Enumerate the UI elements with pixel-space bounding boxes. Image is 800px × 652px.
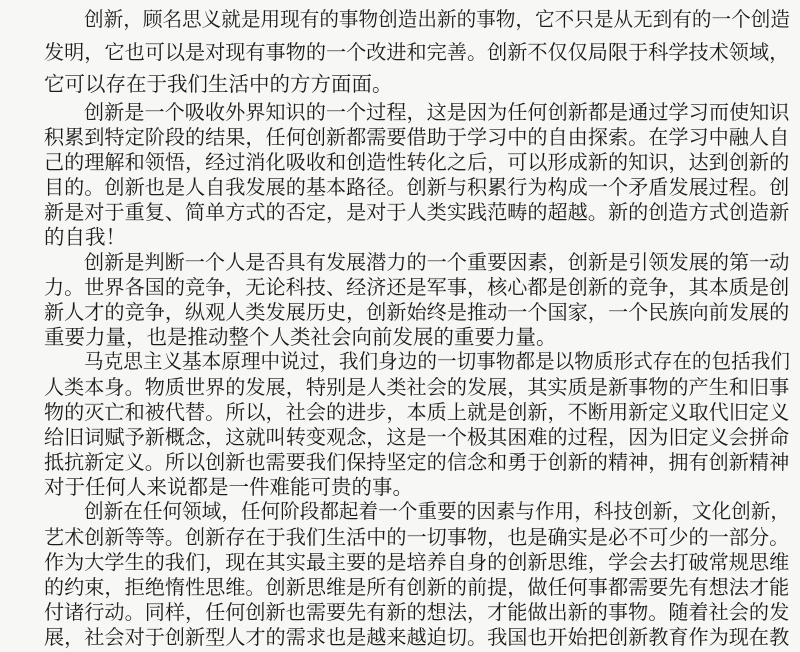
p5-line-6: 展，社会对于创新型人才的需求也是越来越迫切。我国也开始把创新教育作为现在教 (44, 625, 790, 649)
p1-line-2: 发明，它也可以是对现有事物的一个改进和完善。创新不仅仅局限于科学技术领域， (44, 40, 790, 64)
p1-line-3: 它可以存在于我们生活中的方方面面。 (44, 72, 393, 96)
p2-line-1: 创新是一个吸收外界知识的一个过程，这是因为任何创新都是通过学习而使知识 (84, 100, 790, 124)
p3-line-3: 新人才的竞争，纵观人类发展历史，创新始终是推动一个国家，一个民族向前发展的 (44, 300, 790, 324)
p4-line-1: 马克思主义基本原理中说过，我们身边的一切事物都是以物质形式存在的包括我们 (84, 350, 790, 373)
p2-line-4: 目的。创新也是人自我发展的基本路径。创新与积累行为构成一个矛盾发展过程。创 (44, 175, 790, 199)
p4-line-5: 抵抗新定义。所以创新也需要我们保持坚定的信念和勇于创新的精神，拥有创新精神 (44, 450, 790, 474)
p4-line-6: 对于任何人来说都是一件难能可贵的事。 (44, 475, 413, 499)
p4-line-3: 物的灭亡和被代替。所以，社会的进步，本质上就是创新，不断用新定义取代旧定义 (44, 400, 790, 424)
p3-line-1: 创新是判断一个人是否具有发展潜力的一个重要因素，创新是引领发展的第一动 (84, 250, 790, 274)
p3-line-4: 重要力量，也是推动整个人类社会向前发展的重要力量。 (44, 325, 557, 349)
p2-line-2: 积累到特定阶段的结果，任何创新都需要借助于学习中的自由探索。在学习中融人自 (44, 125, 790, 149)
p4-line-4: 给旧词赋予新概念，这就叫转变观念，这是一个极其困难的过程，因为旧定义会拼命 (44, 425, 790, 449)
p2-line-3: 己的理解和领悟，经过消化吸收和创造性转化之后，可以形成新的知识，达到创新的 (44, 150, 790, 174)
p1-line-1: 创新，顾名思义就是用现有的事物创造出新的事物，它不只是从无到有的一个创造 (84, 8, 790, 31)
p5-line-5: 付诸行动。同样，任何创新也需要先有新的想法，才能做出新的事物。随着社会的发 (44, 600, 790, 624)
p3-line-2: 力。世界各国的竞争，无论科技、经济还是军事，核心都是创新的竞争，其本质是创 (44, 275, 790, 299)
p5-line-3: 作为大学生的我们，现在其实最主要的是培养自身的创新思维，学会去打破常规思维 (44, 550, 790, 574)
p5-line-2: 艺术创新等等。创新存在于我们生活中的一切事物，也是确实是必不可少的一部分。 (44, 525, 790, 549)
p4-line-2: 人类本身。物质世界的发展，特别是人类社会的发展，其实质是新事物的产生和旧事 (44, 375, 790, 399)
p2-line-5: 新是对于重复、简单方式的否定，是对于人类实践范畴的超越。新的创造方式创造新 (44, 200, 790, 224)
p2-line-6: 的自我！ (44, 225, 126, 249)
p5-line-1: 创新在任何领域，任何阶段都起着一个重要的因素与作用，科技创新，文化创新， (84, 500, 790, 523)
p5-line-4: 的约束，拒绝惰性思维。创新思维是所有创新的前提，做任何事都需要先有想法才能 (44, 575, 790, 599)
